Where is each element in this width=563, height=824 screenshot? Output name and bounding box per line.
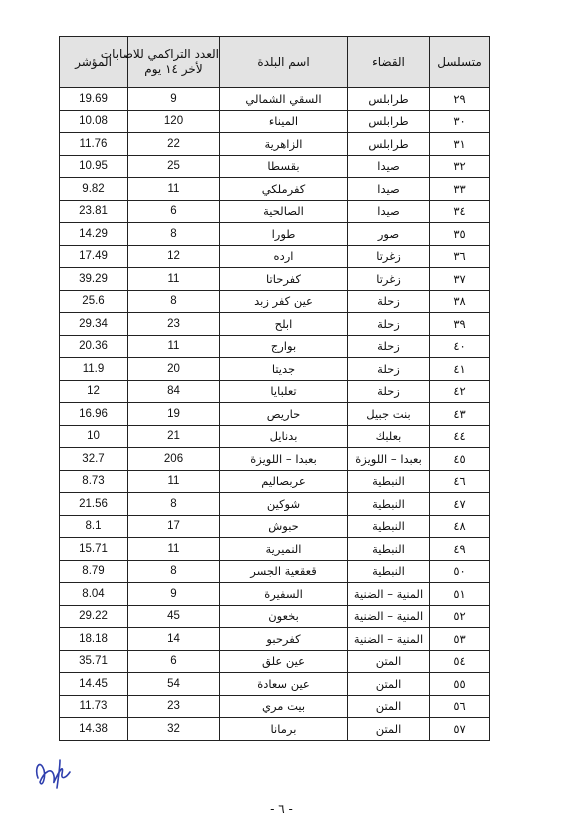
cell-cumulative: 9: [128, 583, 220, 606]
cell-cumulative: 22: [128, 133, 220, 156]
cell-town: بوارج: [220, 335, 348, 358]
cell-cumulative: 23: [128, 695, 220, 718]
cell-serial: ٥٦: [430, 695, 490, 718]
table-row: [60, 245, 490, 268]
cell-town: الصالحية: [220, 200, 348, 223]
table-header-row: [60, 37, 490, 88]
cell-cumulative: 6: [128, 200, 220, 223]
cell-district: النبطية: [348, 560, 430, 583]
cell-index: 11.9: [60, 358, 128, 381]
table-row: [60, 155, 490, 178]
cell-serial: ٥٢: [430, 605, 490, 628]
table-row: [60, 605, 490, 628]
cell-index: 11.76: [60, 133, 128, 156]
cell-serial: ٤٥: [430, 448, 490, 471]
cell-serial: ٣٨: [430, 290, 490, 313]
table-row: [60, 695, 490, 718]
cell-district: زحلة: [348, 335, 430, 358]
cell-index: 23.81: [60, 200, 128, 223]
table-row: [60, 223, 490, 246]
cell-serial: ٤٦: [430, 470, 490, 493]
cell-index: 18.18: [60, 628, 128, 651]
table-row: [60, 88, 490, 111]
cell-serial: ٥١: [430, 583, 490, 606]
table-row: [60, 718, 490, 741]
cell-index: 9.82: [60, 178, 128, 201]
cell-town: بعبدا – اللويزة: [220, 448, 348, 471]
cell-index: 8.73: [60, 470, 128, 493]
cell-cumulative: 11: [128, 178, 220, 201]
table-row: [60, 448, 490, 471]
cell-serial: ٤٤: [430, 425, 490, 448]
cell-index: 10.08: [60, 110, 128, 133]
table-row: [60, 110, 490, 133]
cell-district: زحلة: [348, 358, 430, 381]
cell-district: زحلة: [348, 313, 430, 336]
cell-serial: ٥٥: [430, 673, 490, 696]
cell-serial: ٤٣: [430, 403, 490, 426]
cell-district: النبطية: [348, 493, 430, 516]
table-row: [60, 200, 490, 223]
cell-index: 20.36: [60, 335, 128, 358]
cell-index: 21.56: [60, 493, 128, 516]
cell-serial: ٤٢: [430, 380, 490, 403]
cell-cumulative: 8: [128, 493, 220, 516]
cell-serial: ٣٤: [430, 200, 490, 223]
cell-serial: ٥٤: [430, 650, 490, 673]
cell-cumulative: 17: [128, 515, 220, 538]
cell-district: زغرتا: [348, 245, 430, 268]
cell-serial: ٥٣: [430, 628, 490, 651]
table-row: [60, 493, 490, 516]
cell-index: 14.45: [60, 673, 128, 696]
cell-index: 12: [60, 380, 128, 403]
cell-cumulative: 54: [128, 673, 220, 696]
table-row: [60, 673, 490, 696]
cell-serial: ٤١: [430, 358, 490, 381]
cell-town: بخعون: [220, 605, 348, 628]
cell-cumulative: 120: [128, 110, 220, 133]
cell-serial: ٣٥: [430, 223, 490, 246]
cell-cumulative: 206: [128, 448, 220, 471]
cell-index: 8.04: [60, 583, 128, 606]
cell-district: المنية – الضنية: [348, 583, 430, 606]
cell-town: ارده: [220, 245, 348, 268]
table-row: [60, 380, 490, 403]
cell-index: 15.71: [60, 538, 128, 561]
table-row: [60, 178, 490, 201]
cell-index: 17.49: [60, 245, 128, 268]
cell-town: الزاهرية: [220, 133, 348, 156]
cell-cumulative: 11: [128, 538, 220, 561]
cell-district: زحلة: [348, 380, 430, 403]
cell-cumulative: 19: [128, 403, 220, 426]
cell-district: صور: [348, 223, 430, 246]
cell-index: 25.6: [60, 290, 128, 313]
cell-index: 10: [60, 425, 128, 448]
cell-district: المتن: [348, 718, 430, 741]
table-row: [60, 403, 490, 426]
cell-cumulative: 14: [128, 628, 220, 651]
cell-index: 16.96: [60, 403, 128, 426]
cell-town: السقي الشمالي: [220, 88, 348, 111]
cell-serial: ٣١: [430, 133, 490, 156]
cell-cumulative: 32: [128, 718, 220, 741]
cell-cumulative: 8: [128, 290, 220, 313]
cell-index: 14.29: [60, 223, 128, 246]
cell-cumulative: 6: [128, 650, 220, 673]
cell-serial: ٤٧: [430, 493, 490, 516]
table-row: [60, 583, 490, 606]
table-row: [60, 650, 490, 673]
cell-district: المتن: [348, 650, 430, 673]
cell-town: قعقعية الجسر: [220, 560, 348, 583]
cell-index: 29.34: [60, 313, 128, 336]
cell-serial: ٢٩: [430, 88, 490, 111]
cell-town: بقسطا: [220, 155, 348, 178]
header-cumulative-line2: لأخر ١٤ يوم: [144, 62, 203, 76]
cell-town: بدنايل: [220, 425, 348, 448]
cell-town: عين علق: [220, 650, 348, 673]
table-row: [60, 425, 490, 448]
cell-town: كفرحبو: [220, 628, 348, 651]
cell-district: النبطية: [348, 538, 430, 561]
cell-town: عربصاليم: [220, 470, 348, 493]
cell-index: 35.71: [60, 650, 128, 673]
header-index: المؤشر: [60, 37, 128, 88]
cell-town: بيت مري: [220, 695, 348, 718]
table-row: [60, 313, 490, 336]
cell-town: كفرحاتا: [220, 268, 348, 291]
cell-cumulative: 11: [128, 268, 220, 291]
table-row: [60, 290, 490, 313]
cell-district: المنية – الضنية: [348, 605, 430, 628]
cell-district: بنت جبيل: [348, 403, 430, 426]
table-row: [60, 560, 490, 583]
cell-district: النبطية: [348, 515, 430, 538]
cell-cumulative: 8: [128, 560, 220, 583]
cell-district: صيدا: [348, 155, 430, 178]
cell-town: طورا: [220, 223, 348, 246]
cell-cumulative: 25: [128, 155, 220, 178]
cell-town: عين كفر زبد: [220, 290, 348, 313]
cell-town: شوكين: [220, 493, 348, 516]
cell-district: بعبدا – اللويزة: [348, 448, 430, 471]
table-row: [60, 268, 490, 291]
cell-town: حبوش: [220, 515, 348, 538]
cell-cumulative: 45: [128, 605, 220, 628]
cell-serial: ٣٧: [430, 268, 490, 291]
cell-district: زغرتا: [348, 268, 430, 291]
cell-district: النبطية: [348, 470, 430, 493]
cell-district: المنية – الضنية: [348, 628, 430, 651]
cell-district: طرابلس: [348, 110, 430, 133]
table-row: [60, 538, 490, 561]
cell-district: طرابلس: [348, 133, 430, 156]
cell-town: كفرملكي: [220, 178, 348, 201]
table-row: [60, 358, 490, 381]
cell-town: حاريص: [220, 403, 348, 426]
table-row: [60, 470, 490, 493]
table-row: [60, 335, 490, 358]
cell-district: طرابلس: [348, 88, 430, 111]
header-cumulative: [100, 37, 220, 88]
cell-index: 8.79: [60, 560, 128, 583]
cell-index: 32.7: [60, 448, 128, 471]
header-town: اسم البلدة: [220, 37, 348, 88]
cell-serial: ٣٠: [430, 110, 490, 133]
cell-district: المتن: [348, 673, 430, 696]
cell-town: النميرية: [220, 538, 348, 561]
cell-cumulative: 11: [128, 335, 220, 358]
cell-cumulative: 12: [128, 245, 220, 268]
cell-serial: ٣٣: [430, 178, 490, 201]
header-district: القضاء: [348, 37, 430, 88]
cell-town: السفيرة: [220, 583, 348, 606]
cell-town: برمانا: [220, 718, 348, 741]
cell-town: عين سعادة: [220, 673, 348, 696]
cell-cumulative: 8: [128, 223, 220, 246]
cell-serial: ٤٠: [430, 335, 490, 358]
cell-district: صيدا: [348, 178, 430, 201]
cell-serial: ٥٠: [430, 560, 490, 583]
cell-index: 11.73: [60, 695, 128, 718]
cell-serial: ٣٩: [430, 313, 490, 336]
cell-town: ابلح: [220, 313, 348, 336]
table-body: [60, 88, 490, 741]
cell-index: 39.29: [60, 268, 128, 291]
table-row: [60, 515, 490, 538]
table-row: [60, 628, 490, 651]
header-cumulative-line1: العدد التراكمي للاصابات: [100, 47, 219, 61]
cell-index: 10.95: [60, 155, 128, 178]
cell-cumulative: 9: [128, 88, 220, 111]
cell-serial: ٥٧: [430, 718, 490, 741]
cell-town: تعلبايا: [220, 380, 348, 403]
cell-district: زحلة: [348, 290, 430, 313]
cell-cumulative: 23: [128, 313, 220, 336]
cell-index: 29.22: [60, 605, 128, 628]
cell-cumulative: 21: [128, 425, 220, 448]
cell-district: صيدا: [348, 200, 430, 223]
header-serial: متسلسل: [430, 37, 490, 88]
cell-town: جديتا: [220, 358, 348, 381]
signature-mark: [30, 748, 76, 794]
page-number: - ٦ -: [270, 802, 293, 816]
cell-cumulative: 20: [128, 358, 220, 381]
cell-cumulative: 84: [128, 380, 220, 403]
cell-serial: ٣٦: [430, 245, 490, 268]
cell-index: 19.69: [60, 88, 128, 111]
cell-serial: ٣٢: [430, 155, 490, 178]
table-row: [60, 133, 490, 156]
cell-serial: ٤٩: [430, 538, 490, 561]
cell-index: 8.1: [60, 515, 128, 538]
cell-index: 14.38: [60, 718, 128, 741]
cell-cumulative: 11: [128, 470, 220, 493]
cell-district: بعلبك: [348, 425, 430, 448]
cell-town: الميناء: [220, 110, 348, 133]
cell-district: المتن: [348, 695, 430, 718]
cell-serial: ٤٨: [430, 515, 490, 538]
cases-table: [59, 36, 490, 741]
